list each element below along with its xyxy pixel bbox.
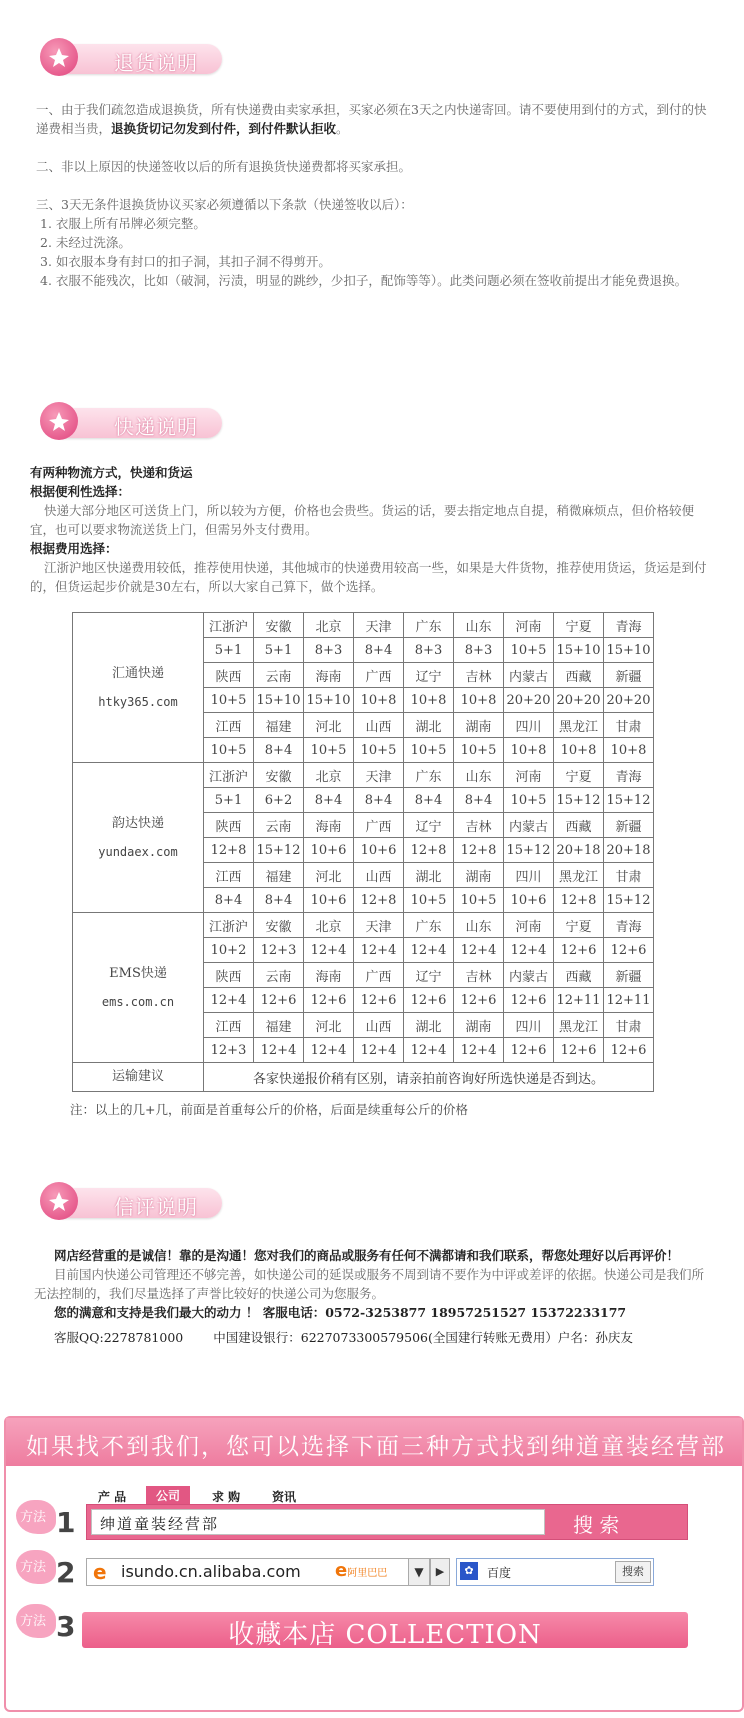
returns-p1-text: 一、由于我们疏忽造成退换货，所有快递费由卖家承担，买家必须在3天之内快递寄回。请不要使用到付的方式，到付的快递费相当贵，	[36, 102, 707, 136]
price-cell: 10+5	[504, 788, 554, 813]
region-cell: 湖北	[404, 863, 454, 888]
method-3-number: 3	[56, 1610, 76, 1643]
tab-products[interactable]: 产 品	[98, 1490, 127, 1504]
tab-news[interactable]: 资讯	[272, 1490, 297, 1504]
region-cell: 吉林	[454, 963, 504, 988]
price-cell: 12+4	[404, 1038, 454, 1063]
region-cell: 云南	[254, 963, 304, 988]
region-cell: 河南	[504, 763, 554, 788]
price-cell: 8+3	[404, 638, 454, 663]
price-cell: 10+6	[304, 888, 354, 913]
region-cell: 海南	[304, 663, 354, 688]
price-cell: 20+20	[554, 688, 604, 713]
price-cell: 12+8	[404, 838, 454, 863]
region-cell: 湖南	[454, 713, 504, 738]
find-us-banner	[6, 1418, 742, 1493]
collect-store-button[interactable]	[82, 1612, 688, 1648]
alibaba-icon: e	[93, 1560, 107, 1584]
region-cell: 新疆	[604, 963, 654, 988]
price-cell: 12+6	[504, 1038, 554, 1063]
shipping-l3: 快递大部分地区可送货上门，所以较为方便，价格也会贵些。货运的话，要去指定地点自提，稍微麻烦点，但价格较便宜，也可以要求物流送货上门，但需另外支付费用。	[30, 503, 695, 537]
region-cell: 江浙沪	[204, 913, 254, 938]
region-cell: 吉林	[454, 663, 504, 688]
region-cell: 陕西	[204, 963, 254, 988]
shipping-title: 快递说明	[114, 415, 198, 439]
price-cell: 12+11	[554, 988, 604, 1013]
method-label: 方法	[20, 1614, 47, 1629]
baidu-search-box	[456, 1558, 654, 1586]
returns-p1-bold: 退换货切记勿发到付件，到付件默认拒收	[111, 121, 337, 136]
price-cell: 12+11	[604, 988, 654, 1013]
price-cell: 12+6	[404, 988, 454, 1013]
carrier-cell	[73, 613, 204, 763]
price-cell: 20+18	[604, 838, 654, 863]
returns-body	[36, 100, 714, 290]
price-cell: 8+4	[254, 888, 304, 913]
price-cell: 10+8	[504, 738, 554, 763]
price-cell: 20+18	[554, 838, 604, 863]
region-cell: 宁夏	[554, 913, 604, 938]
chevron-down-icon: ▼	[414, 1565, 424, 1579]
region-cell: 江浙沪	[204, 613, 254, 638]
price-cell: 12+3	[254, 938, 304, 963]
price-cell: 10+8	[454, 688, 504, 713]
region-cell: 辽宁	[404, 663, 454, 688]
flower-icon	[40, 38, 78, 76]
region-cell: 安徽	[254, 913, 304, 938]
price-cell: 12+3	[204, 1038, 254, 1063]
review-title: 信评说明	[114, 1195, 198, 1219]
region-cell: 青海	[604, 613, 654, 638]
shipping-rate-table	[72, 612, 654, 1092]
price-cell: 15+12	[254, 838, 304, 863]
region-cell: 西藏	[554, 663, 604, 688]
price-cell: 10+5	[404, 888, 454, 913]
region-cell: 四川	[504, 713, 554, 738]
region-cell: 四川	[504, 1013, 554, 1038]
region-cell: 北京	[304, 763, 354, 788]
search-bar	[86, 1504, 688, 1540]
price-cell: 12+4	[454, 938, 504, 963]
region-cell: 天津	[354, 613, 404, 638]
price-cell: 8+4	[354, 788, 404, 813]
price-cell: 12+6	[554, 938, 604, 963]
price-cell: 10+8	[604, 738, 654, 763]
region-cell: 河南	[504, 913, 554, 938]
region-cell: 天津	[354, 763, 404, 788]
method-1-number: 1	[56, 1506, 76, 1539]
price-cell: 5+1	[204, 788, 254, 813]
region-cell: 宁夏	[554, 763, 604, 788]
region-cell: 江西	[204, 1013, 254, 1038]
rate-row	[73, 763, 654, 788]
carrier-domain: yundaex.com	[98, 844, 178, 859]
region-cell: 江西	[204, 863, 254, 888]
collect-store-label: 收藏本店 COLLECTION	[228, 1620, 542, 1650]
price-cell: 5+1	[204, 638, 254, 663]
region-cell: 广西	[354, 663, 404, 688]
shipping-note: 注：以上的几+几，前面是首重每公斤的价格，后面是续重每公斤的价格	[70, 1102, 468, 1117]
method-3-badge	[16, 1604, 56, 1638]
go-button[interactable]	[430, 1558, 450, 1586]
region-cell: 海南	[304, 963, 354, 988]
tab-company[interactable]: 公司	[146, 1486, 190, 1505]
price-cell: 8+3	[304, 638, 354, 663]
price-cell: 15+10	[554, 638, 604, 663]
price-cell: 10+8	[404, 688, 454, 713]
search-button-label: 搜 索	[573, 1513, 620, 1537]
method-1-badge	[16, 1500, 56, 1534]
carrier-name: 汇通快递	[111, 665, 164, 681]
region-cell: 新疆	[604, 663, 654, 688]
price-cell: 12+8	[204, 838, 254, 863]
advice-label: 运输建议	[73, 1063, 204, 1092]
price-cell: 15+12	[504, 838, 554, 863]
review-body	[34, 1246, 714, 1347]
returns-item: 3. 如衣服本身有封口的扣子洞，其扣子洞不得剪开。	[40, 254, 331, 269]
price-cell: 10+8	[354, 688, 404, 713]
price-cell: 15+12	[554, 788, 604, 813]
region-cell: 青海	[604, 913, 654, 938]
review-p1-text: 网店经营重的是诚信！靠的是沟通！您对我们的商品或服务有任何不满都请和我们联系，帮您处理好以后再评价！	[54, 1248, 680, 1263]
price-cell: 15+10	[254, 688, 304, 713]
region-cell: 辽宁	[404, 813, 454, 838]
returns-item: 2. 未经过洗涤。	[40, 235, 131, 250]
region-cell: 甘肃	[604, 863, 654, 888]
carrier-domain: ems.com.cn	[101, 994, 175, 1009]
price-cell: 8+4	[354, 638, 404, 663]
region-cell: 新疆	[604, 813, 654, 838]
region-cell: 河北	[304, 863, 354, 888]
review-p4	[34, 1328, 714, 1347]
find-us-banner-text: 如果找不到我们，您可以选择下面三种方式找到绅道童装经营部噢!	[26, 1434, 726, 1493]
carrier-name: EMS快递	[109, 965, 167, 981]
tab-buy[interactable]: 求 购	[212, 1490, 241, 1504]
returns-title: 退货说明	[114, 51, 198, 75]
shipping-l4	[30, 539, 714, 558]
method-2-badge	[16, 1550, 56, 1584]
region-cell: 内蒙古	[504, 963, 554, 988]
region-cell: 江浙沪	[204, 763, 254, 788]
method-label: 方法	[20, 1560, 47, 1575]
region-cell: 西藏	[554, 813, 604, 838]
region-cell: 辽宁	[404, 963, 454, 988]
region-cell: 福建	[254, 863, 304, 888]
price-cell: 10+5	[404, 738, 454, 763]
region-cell: 陕西	[204, 813, 254, 838]
region-cell: 甘肃	[604, 1013, 654, 1038]
play-icon: ▶	[435, 1565, 445, 1578]
method-label: 方法	[20, 1510, 47, 1525]
search-input[interactable]	[91, 1509, 545, 1535]
region-cell: 北京	[304, 913, 354, 938]
carrier-domain: htky365.com	[98, 694, 178, 709]
price-cell: 12+8	[454, 838, 504, 863]
service-qq: 客服QQ:2278781000	[54, 1330, 184, 1345]
price-cell: 12+8	[554, 888, 604, 913]
region-cell: 陕西	[204, 663, 254, 688]
region-cell: 内蒙古	[504, 663, 554, 688]
rate-row	[73, 913, 654, 938]
region-cell: 黑龙江	[554, 863, 604, 888]
region-cell: 四川	[504, 863, 554, 888]
alibaba-logo-text: 阿里巴巴	[347, 1568, 388, 1579]
dropdown-button[interactable]	[408, 1558, 430, 1586]
region-cell: 天津	[354, 913, 404, 938]
price-cell: 12+8	[354, 888, 404, 913]
region-cell: 福建	[254, 713, 304, 738]
price-cell: 12+4	[354, 1038, 404, 1063]
price-cell: 10+2	[204, 938, 254, 963]
alibaba-url-bar	[86, 1558, 420, 1586]
returns-p2: 二、非以上原因的快递签收以后的所有退换货快递费都将买家承担。	[36, 159, 412, 174]
region-cell: 山西	[354, 713, 404, 738]
region-cell: 安徽	[254, 763, 304, 788]
shipping-body	[30, 463, 714, 596]
region-cell: 广东	[404, 763, 454, 788]
search-input-value: 绅道童装经营部	[100, 1515, 220, 1533]
advice-text: 各家快递报价稍有区别，请亲拍前咨询好所选快递是否到达。	[204, 1063, 654, 1092]
baidu-input-value[interactable]: 百度	[487, 1566, 512, 1580]
region-cell: 宁夏	[554, 613, 604, 638]
shipping-l1	[30, 463, 714, 482]
region-cell: 安徽	[254, 613, 304, 638]
region-cell: 山东	[454, 763, 504, 788]
price-cell: 8+4	[304, 788, 354, 813]
region-cell: 山西	[354, 1013, 404, 1038]
price-cell: 10+8	[554, 738, 604, 763]
region-cell: 湖南	[454, 863, 504, 888]
region-cell: 福建	[254, 1013, 304, 1038]
carrier-cell	[73, 763, 204, 913]
shipping-l2	[30, 482, 714, 501]
baidu-paw-icon: ✿	[460, 1562, 478, 1580]
flower-icon	[40, 1182, 78, 1220]
price-cell: 5+1	[254, 638, 304, 663]
search-button[interactable]	[551, 1505, 687, 1539]
carrier-cell	[73, 913, 204, 1063]
baidu-search-button[interactable]: 搜索	[615, 1561, 651, 1583]
review-p3-text: 您的满意和支持是我们最大的动力 ！ 客服电话：0572-3253877 18957251527 15372233177	[54, 1305, 627, 1320]
returns-p1	[36, 100, 714, 138]
region-cell: 西藏	[554, 963, 604, 988]
price-cell: 12+4	[304, 938, 354, 963]
price-cell: 10+5	[454, 738, 504, 763]
region-cell: 黑龙江	[554, 1013, 604, 1038]
region-cell: 广东	[404, 613, 454, 638]
price-cell: 12+4	[304, 1038, 354, 1063]
price-cell: 12+6	[454, 988, 504, 1013]
price-cell: 10+6	[354, 838, 404, 863]
price-cell: 12+6	[604, 938, 654, 963]
returns-p3: 三、3天无条件退换货协议买家必须遵循以下条款（快递签收以后）：	[36, 197, 413, 212]
price-cell: 10+5	[454, 888, 504, 913]
region-cell: 吉林	[454, 813, 504, 838]
region-cell: 黑龙江	[554, 713, 604, 738]
region-cell: 山西	[354, 863, 404, 888]
carrier-name: 韵达快递	[111, 815, 164, 831]
region-cell: 河北	[304, 713, 354, 738]
price-cell: 10+5	[204, 688, 254, 713]
region-cell: 湖北	[404, 713, 454, 738]
region-cell: 内蒙古	[504, 813, 554, 838]
advice-row	[73, 1063, 654, 1092]
region-cell: 北京	[304, 613, 354, 638]
review-p1	[34, 1246, 714, 1265]
region-cell: 广东	[404, 913, 454, 938]
region-cell: 广西	[354, 813, 404, 838]
alibaba-logo: e阿里巴巴	[335, 1560, 388, 1581]
price-cell: 10+6	[504, 888, 554, 913]
region-cell: 湖北	[404, 1013, 454, 1038]
rate-row	[73, 613, 654, 638]
region-cell: 湖南	[454, 1013, 504, 1038]
price-cell: 12+6	[304, 988, 354, 1013]
shipping-l5: 江浙沪地区快递费用较低，推荐使用快递，其他城市的快递费用较高一些，如果是大件货物，推荐使用货运，货运是到付的，但货运起步价就是30左右，所以大家自己算下，做个选择。	[30, 560, 707, 594]
price-cell: 12+4	[454, 1038, 504, 1063]
method-2-number: 2	[56, 1556, 76, 1589]
price-cell: 12+6	[504, 988, 554, 1013]
price-cell: 15+12	[604, 888, 654, 913]
price-cell: 8+3	[454, 638, 504, 663]
region-cell: 海南	[304, 813, 354, 838]
price-cell: 8+4	[454, 788, 504, 813]
region-cell: 河北	[304, 1013, 354, 1038]
returns-item: 1. 衣服上所有吊牌必须完整。	[40, 216, 206, 231]
price-cell: 10+5	[204, 738, 254, 763]
price-cell: 12+4	[254, 1038, 304, 1063]
shipping-l4-text: 根据费用选择：	[30, 541, 118, 556]
price-cell: 12+6	[354, 988, 404, 1013]
price-cell: 20+20	[604, 688, 654, 713]
region-cell: 广西	[354, 963, 404, 988]
region-cell: 山东	[454, 913, 504, 938]
region-cell: 甘肃	[604, 713, 654, 738]
price-cell: 12+6	[254, 988, 304, 1013]
region-cell: 江西	[204, 713, 254, 738]
returns-p1-end: 。	[336, 121, 349, 136]
region-cell: 河南	[504, 613, 554, 638]
price-cell: 10+5	[504, 638, 554, 663]
region-cell: 云南	[254, 813, 304, 838]
returns-item: 4. 衣服不能残次，比如（破洞，污渍，明显的跳纱，少扣子，配饰等等）。此类问题必须在签收前提出才能免费退换。	[40, 273, 688, 288]
price-cell: 15+10	[604, 638, 654, 663]
price-cell: 6+2	[254, 788, 304, 813]
price-cell: 12+4	[204, 988, 254, 1013]
price-cell: 12+4	[404, 938, 454, 963]
price-cell: 10+5	[304, 738, 354, 763]
price-cell: 10+5	[354, 738, 404, 763]
alibaba-url[interactable]: isundo.cn.alibaba.com	[121, 1562, 301, 1581]
price-cell: 12+6	[604, 1038, 654, 1063]
region-cell: 云南	[254, 663, 304, 688]
review-p3	[34, 1303, 714, 1322]
price-cell: 20+20	[504, 688, 554, 713]
price-cell: 12+4	[354, 938, 404, 963]
price-cell: 8+4	[404, 788, 454, 813]
price-cell: 12+6	[554, 1038, 604, 1063]
price-cell: 10+6	[304, 838, 354, 863]
price-cell: 15+12	[604, 788, 654, 813]
price-cell: 8+4	[204, 888, 254, 913]
bank-account: 中国建设银行：6227073300579506(全国建行转账无费用）户名：孙庆友	[213, 1330, 633, 1345]
price-cell: 12+4	[504, 938, 554, 963]
review-p2: 目前国内快递公司管理还不够完善，如快递公司的延误或服务不周到请不要作为中评或差评的依据。快递公司是我们所无法控制的，我们尽量选择了声誉比较好的快递公司为您服务。	[34, 1267, 705, 1301]
region-cell: 青海	[604, 763, 654, 788]
price-cell: 8+4	[254, 738, 304, 763]
shipping-l2-text: 根据便利性选择：	[30, 484, 131, 499]
price-cell: 15+10	[304, 688, 354, 713]
flower-icon	[40, 402, 78, 440]
region-cell: 山东	[454, 613, 504, 638]
shipping-l1-text: 有两种物流方式，快递和货运	[30, 465, 193, 480]
